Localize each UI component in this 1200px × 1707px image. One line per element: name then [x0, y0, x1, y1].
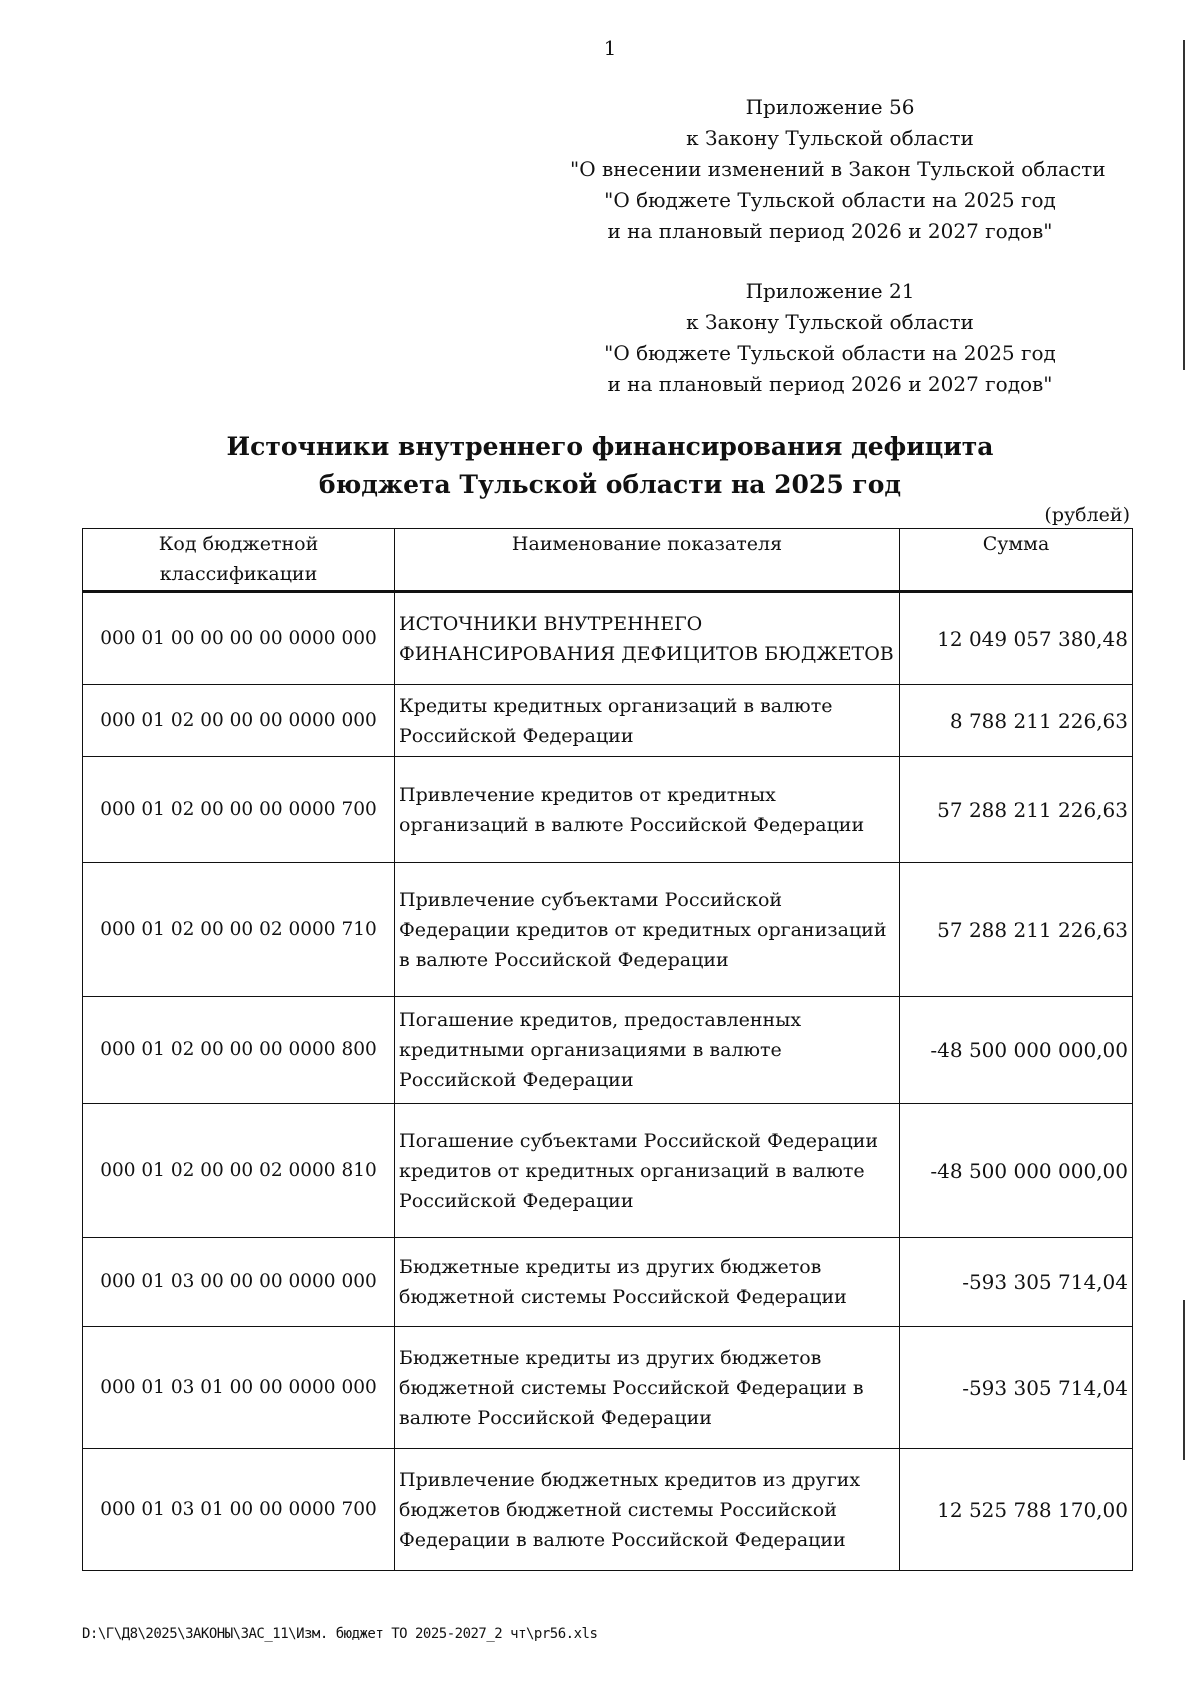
row-sum: 8 788 211 226,63 — [900, 685, 1133, 757]
row-code: 000 01 03 01 00 00 0000 000 — [83, 1327, 395, 1449]
title-line: Источники внутреннего финансирования дефицита — [226, 432, 994, 461]
table-row — [83, 592, 1133, 685]
unit-label: (рублей) — [1044, 504, 1130, 526]
row-sum: 57 288 211 226,63 — [900, 757, 1133, 863]
row-code: 000 01 02 00 00 00 0000 000 — [83, 685, 395, 757]
row-code: 000 01 02 00 00 00 0000 700 — [83, 757, 395, 863]
row-code: 000 01 02 00 00 02 0000 810 — [83, 1104, 395, 1238]
row-code: 000 01 03 00 00 00 0000 000 — [83, 1238, 395, 1327]
row-code: 000 01 02 00 00 00 0000 800 — [83, 997, 395, 1104]
appendix-56-line: "О бюджете Тульской области на 2025 год — [604, 188, 1056, 212]
appendix-56-line: Приложение 56 — [745, 95, 915, 119]
appendix-56-block — [570, 92, 1106, 247]
appendix-21-line: к Закону Тульской области — [686, 310, 974, 334]
appendix-21-line: "О бюджете Тульской области на 2025 год — [604, 341, 1056, 365]
row-name: ИСТОЧНИКИ ВНУТРЕННЕГО ФИНАНСИРОВАНИЯ ДЕФИЦИТОВ БЮДЖЕТОВ — [395, 592, 900, 685]
row-name: Погашение кредитов, предоставленных кредитными организациями в валюте Российской Федерации — [395, 997, 900, 1104]
table-row — [83, 757, 1133, 863]
footer-file-path: D:\Г\Д8\2025\ЗАКОНЫ\ЗАС_11\Изм. бюджет ТО 2025-2027_2 чт\pr56.xls — [82, 1626, 598, 1642]
table-row — [83, 1238, 1133, 1327]
table-row — [83, 1327, 1133, 1449]
appendix-21-line: Приложение 21 — [745, 279, 915, 303]
page-number: 1 — [603, 36, 617, 60]
row-sum: -48 500 000 000,00 — [900, 1104, 1133, 1238]
row-name: Погашение субъектами Российской Федерации кредитов от кредитных организаций в валюте Российской Федерации — [395, 1104, 900, 1238]
row-sum: 12 049 057 380,48 — [900, 592, 1133, 685]
table-header-row — [83, 529, 1133, 592]
table-row — [83, 863, 1133, 997]
appendix-56-line: и на плановый период 2026 и 2027 годов" — [607, 219, 1053, 243]
table-row — [83, 685, 1133, 757]
row-sum: 12 525 788 170,00 — [900, 1449, 1133, 1571]
row-name: Кредиты кредитных организаций в валюте Российской Федерации — [395, 685, 900, 757]
row-name: Привлечение кредитов от кредитных организаций в валюте Российской Федерации — [395, 757, 900, 863]
header-code: Код бюджетной классификации — [83, 529, 395, 592]
appendix-21-block — [570, 276, 1090, 400]
scan-edge-line — [1183, 1300, 1185, 1460]
row-sum: 57 288 211 226,63 — [900, 863, 1133, 997]
row-code: 000 01 00 00 00 00 0000 000 — [83, 592, 395, 685]
row-name: Бюджетные кредиты из других бюджетов бюджетной системы Российской Федерации — [395, 1238, 900, 1327]
row-name: Бюджетные кредиты из других бюджетов бюджетной системы Российской Федерации в валюте Российской Федерации — [395, 1327, 900, 1449]
row-code: 000 01 02 00 00 02 0000 710 — [83, 863, 395, 997]
appendix-56-line: "О внесении изменений в Закон Тульской области — [570, 157, 1106, 181]
scan-edge-line — [1183, 40, 1185, 370]
table-row — [83, 997, 1133, 1104]
header-sum: Сумма — [900, 529, 1133, 592]
row-code: 000 01 03 01 00 00 0000 700 — [83, 1449, 395, 1571]
table-row — [83, 1104, 1133, 1238]
header-name: Наименование показателя — [395, 529, 900, 592]
row-sum: -593 305 714,04 — [900, 1327, 1133, 1449]
appendix-21-line: и на плановый период 2026 и 2027 годов" — [607, 372, 1053, 396]
title-line: бюджета Тульской области на 2025 год — [318, 470, 902, 499]
row-sum: -593 305 714,04 — [900, 1238, 1133, 1327]
financing-sources-table — [82, 528, 1133, 1571]
row-name: Привлечение бюджетных кредитов из других бюджетов бюджетной системы Российской Федерации в валюте Российской Федерации — [395, 1449, 900, 1571]
row-name: Привлечение субъектами Российской Федерации кредитов от кредитных организаций в валюте Российской Федерации — [395, 863, 900, 997]
document-title — [160, 428, 1060, 504]
appendix-56-line: к Закону Тульской области — [686, 126, 974, 150]
table-row — [83, 1449, 1133, 1571]
row-sum: -48 500 000 000,00 — [900, 997, 1133, 1104]
